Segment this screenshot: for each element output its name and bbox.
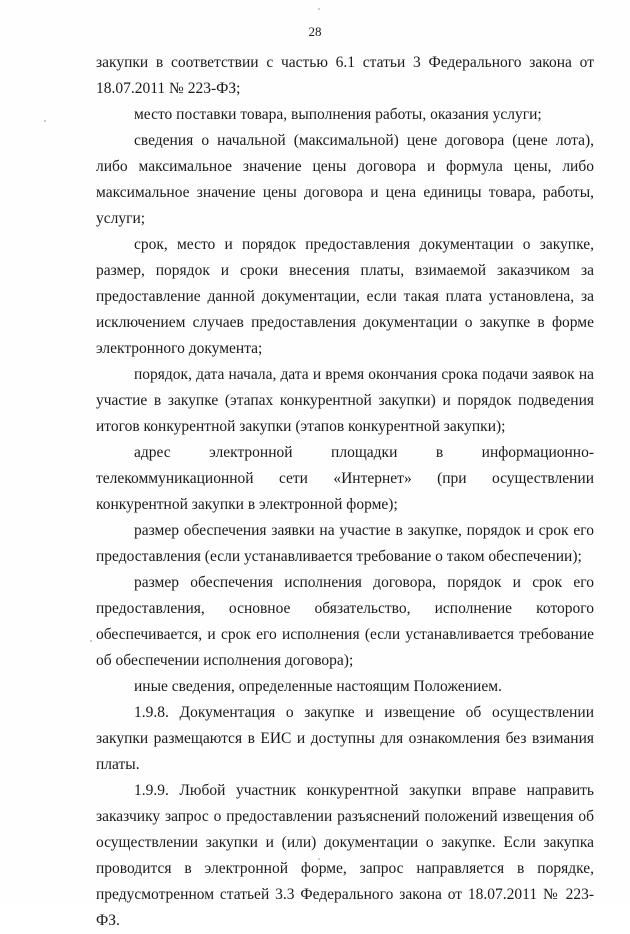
scan-speck [90,640,92,642]
document-body [96,50,594,934]
page-number: 28 [308,24,322,39]
paragraph-contract-security: размер обеспечения исполнения договора, порядок и срок его предоставления, основное обязательство, исполнение которого обеспечивается, и срок его исполнения (если устанавливается требование об обеспечении исполнения договора); [96,574,594,669]
scan-speck [318,8,320,10]
paragraph-application-security: размер обеспечения заявки на участие в закупке, порядок и срок его предоставления (если устанавливается требование о таком обеспечении); [96,522,594,565]
scan-speck [44,120,46,122]
paragraph-clause-1-9-8: 1.9.8. Документация о закупке и извещение об осуществлении закупки размещаются в ЕИС и доступны для ознакомления без взимания платы. [96,704,594,773]
paragraph-initial-price: сведения о начальной (максимальной) цене договора (цене лота), либо максимальное значение цены договора и формула цены, либо максимальное значение цены договора и цена единицы товара, работы, услуги; [96,132,594,227]
paragraph-electronic-platform: адрес электронной площадки в информационно-телекоммуникационной сети «Интернет» (при осуществлении конкурентной закупки в электронной форме); [96,444,594,513]
paragraph-delivery-place: место поставки товара, выполнения работы, оказания услуги; [134,106,542,123]
scan-speck [318,858,320,860]
paragraph-documentation-terms: срок, место и порядок предоставления документации о закупке, размер, порядок и сроки внесения платы, взимаемой заказчиком за предоставление данной документации, если такая плата установлена, за исключением случаев предоставления документации о закупке в форме электронного документа; [96,236,594,357]
paragraph-clause-1-9-9: 1.9.9. Любой участник конкурентной закупки вправе направить заказчику запрос о предоставлении разъяснений положений извещения об осуществлении закупки и (или) документации о закупке. Если закупка проводится в электронной форме, запрос направляется в порядке, предусмотренном статьей 3.3 Федерального закона от 18.07.2011 № 223-ФЗ. [96,782,594,929]
paragraph-continuation: закупки в соответствии с частью 6.1 статьи 3 Федерального закона от 18.07.2011 № 223-ФЗ; [96,54,594,97]
paragraph-application-deadlines: порядок, дата начала, дата и время окончания срока подачи заявок на участие в закупке (этапах конкурентной закупки) и порядок подведения итогов конкурентной закупки (этапов конкурентной закупки); [96,366,594,435]
paragraph-other-info: иные сведения, определенные настоящим Положением. [134,678,502,695]
